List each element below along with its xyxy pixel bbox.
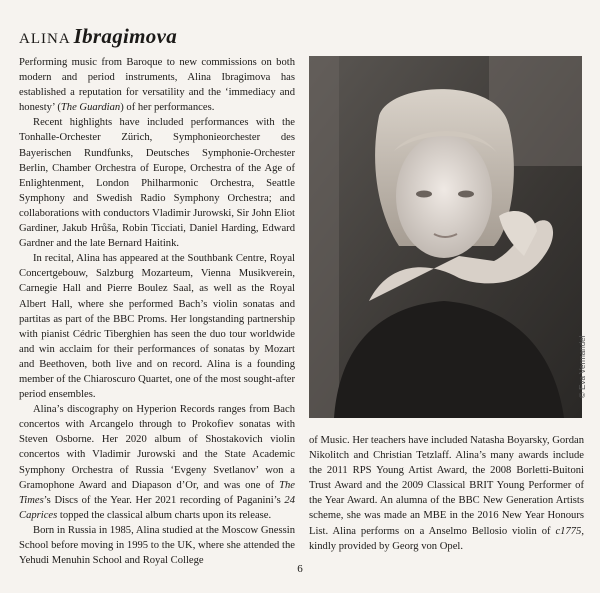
bio-paragraph-1: Performing music from Baroque to new commissions on both modern and period instruments, Alina Ibragimova has established a reputation for versatility and the ‘immediacy and honesty’ (The Guardian) of her performances. xyxy=(19,57,295,114)
portrait-photo xyxy=(309,56,582,418)
page-number: 6 xyxy=(297,563,303,575)
photo-credit: © Eva Vermandel xyxy=(578,335,587,398)
portrait-illustration xyxy=(309,56,582,418)
artist-first-name: ALINA xyxy=(19,31,71,47)
bio-paragraph-2: Recent highlights have included performances with the Tonhalle-Orchester Zürich, Symphonieorchester des Bayerischen Rundfunks, Deutsches Symphonie-Orchester Berlin, Chamber Orchestra of Europe, Orchestra of the Age of Enlightenment, London Philharmonic Orchestra, Seattle Symphony and Swedish Radio Symphony Orchestra; and collaborations with conductors Vladimir Jurowski, Sir John Eliot Gardiner, Jakub Hrůša, Robin Ticciati, Daniel Harding, Edward Gardner and the late Bernard Haitink. xyxy=(19,117,295,250)
bio-paragraph-6: of Music. Her teachers have included Natasha Boyarsky, Gordan Nikolitch and Christian Tetzlaff. Alina’s many awards include the 2011 RPS Young Artist Award, the 2008 Borletti-Buitoni Trust Award and the 2009 Classical BRIT Young Performer of the Year Award. An alumna of the BBC New Generation Artists scheme, she was made an MBE in the 2016 New Year Honours List. Alina performs on a Anselmo Bellosio violin of c1775, kindly provided by Georg von Opel. xyxy=(309,435,584,552)
bio-paragraph-4: Alina’s discography on Hyperion Records ranges from Bach concertos with Arcangelo through to Prokofiev sonatas with Steven Osborne. Her 2020 album of Shostakovich violin concertos with Vladimir Jurowski and the State Academic Symphony Orchestra of Russia ‘Evgeny Svetlanov’ won a Gramophone Award and Diapason d’Or, and was one of The Times’s Discs of the Year. Her 2021 recording of Paganini’s 24 Caprices topped the classical album charts upon its release. xyxy=(19,404,295,521)
biography-right-column xyxy=(309,433,584,554)
artist-last-name: Ibragimova xyxy=(73,24,177,48)
bio-paragraph-3: In recital, Alina has appeared at the Southbank Centre, Royal Concertgebouw, Salzburg Mozarteum, Vienna Musikverein, Carnegie Hall and Pierre Boulez Saal, as well as the Royal Albert Hall, where she performed Bach’s violin sonatas and partitas as part of the BBC Proms. Her longstanding partnership with pianist Cédric Tiberghien has seen the duo tour worldwide and win acclaim for their performances of sonatas by Mozart and Beethoven, both live and on record. Alina is a founding member of the Chiaroscuro Quartet, one of the most sought-after period ensembles. xyxy=(19,253,295,401)
artist-heading xyxy=(19,24,177,49)
biography-left-column xyxy=(19,55,295,568)
bio-paragraph-5: Born in Russia in 1985, Alina studied at the Moscow Gnessin School before moving in 1995 to the UK, where she attended the Yehudi Menuhin School and Royal College xyxy=(19,524,295,567)
